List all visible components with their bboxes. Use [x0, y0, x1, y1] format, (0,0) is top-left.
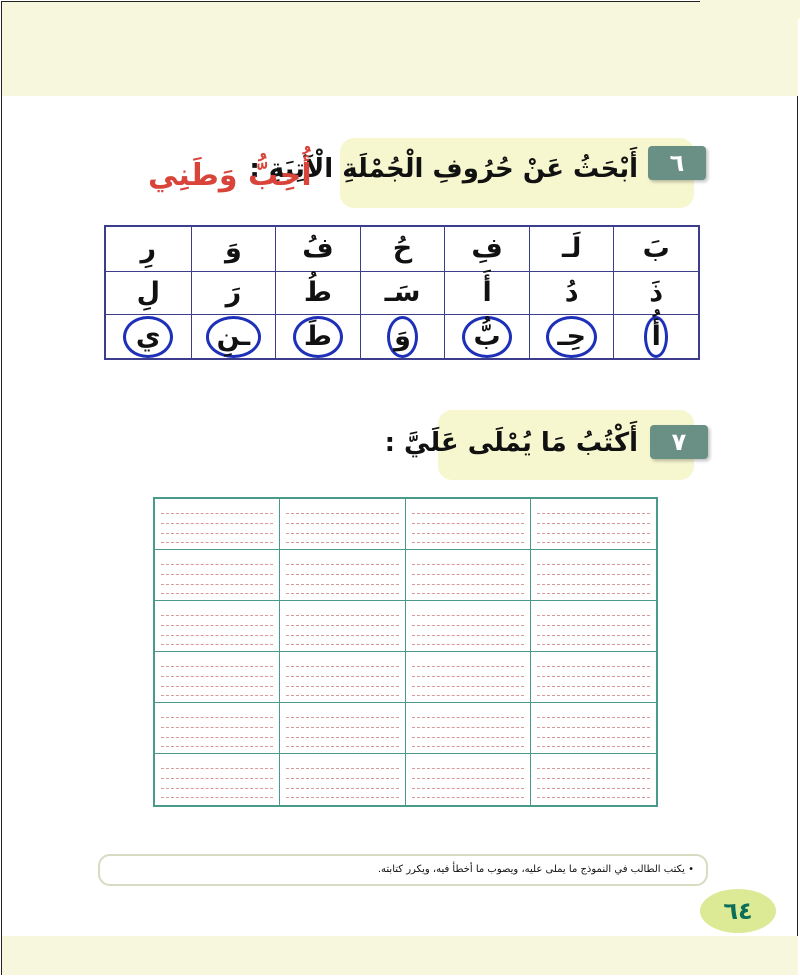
writing-cell[interactable] [531, 601, 656, 652]
exercise-6-number: ٦ [648, 146, 706, 180]
top-band-curve [700, 0, 800, 100]
writing-cell[interactable] [531, 754, 656, 805]
writing-cell[interactable] [531, 550, 656, 601]
bottom-band [2, 936, 798, 975]
writing-cell[interactable] [406, 703, 531, 754]
letter-cell: حُ [360, 227, 445, 271]
letter-cell: أَ [444, 271, 529, 315]
circled-letter-cell: أُ [613, 314, 698, 358]
circled-letter-cell: حِـ [529, 314, 614, 358]
writing-cell[interactable] [406, 601, 531, 652]
circled-letter-cell: ي [106, 314, 191, 358]
letter-cell: رِ [140, 233, 157, 265]
letter-cell: ذَ [613, 271, 698, 315]
exercise-7-instruction: أَكْتُبُ مَا يُمْلَى عَلَيَّ : [384, 428, 638, 458]
letter-cell: رَ [191, 271, 276, 315]
writing-cell[interactable] [155, 499, 280, 550]
writing-cell[interactable] [406, 754, 531, 805]
letter-cell: لِ [106, 271, 191, 315]
letters-grid [104, 225, 700, 360]
circled-letter-cell: ـنِ [191, 314, 276, 358]
teacher-note-text: يكتب الطالب في النموذج ما يملى عليه، ويصوب ما أخطأ فيه، ويكرر كتابته. [377, 864, 685, 875]
target-sentence: أُحِبُّ وَطَنِي [148, 158, 312, 193]
writing-cell[interactable] [155, 601, 280, 652]
circled-letter-cell: طَ [275, 314, 360, 358]
top-band [2, 2, 798, 96]
writing-cell[interactable] [155, 550, 280, 601]
writing-cell[interactable] [280, 652, 405, 703]
exercise-7-number: ٧ [650, 425, 708, 459]
writing-cell[interactable] [155, 703, 280, 754]
circled-letter-cell: وَ [360, 314, 445, 358]
teacher-note: • يكتب الطالب في النموذج ما يملى عليه، ويصوب ما أخطأ فيه، ويكرر كتابته. [98, 854, 708, 886]
writing-cell[interactable] [531, 652, 656, 703]
letter-cell: لَـ [529, 227, 614, 271]
writing-cell[interactable] [406, 499, 531, 550]
writing-cell[interactable] [280, 499, 405, 550]
letter-cell: بَ [613, 227, 698, 271]
page-number: ٦٤ [700, 889, 776, 933]
circled-letter-cell: بُّ [444, 314, 529, 358]
writing-cell[interactable] [280, 550, 405, 601]
writing-cell[interactable] [406, 652, 531, 703]
writing-cell[interactable] [280, 703, 405, 754]
letter-cell: وَ [191, 227, 276, 271]
writing-cell[interactable] [280, 754, 405, 805]
letter-cell: فُ [275, 227, 360, 271]
exercise-6-instruction: أَبْحَثُ عَنْ حُرُوفِ الْجُمْلَةِ الْآتِيَةِ : [249, 154, 638, 184]
letter-cell: سَـ [360, 271, 445, 315]
letter-cell: فِ [444, 227, 529, 271]
writing-cell[interactable] [280, 601, 405, 652]
writing-cell[interactable] [155, 652, 280, 703]
writing-cell[interactable] [155, 754, 280, 805]
writing-cell[interactable] [531, 703, 656, 754]
writing-cell[interactable] [406, 550, 531, 601]
writing-cell[interactable] [531, 499, 656, 550]
letter-cell: طُ [275, 271, 360, 315]
letter-cell: دُ [529, 271, 614, 315]
writing-grid [153, 497, 658, 807]
